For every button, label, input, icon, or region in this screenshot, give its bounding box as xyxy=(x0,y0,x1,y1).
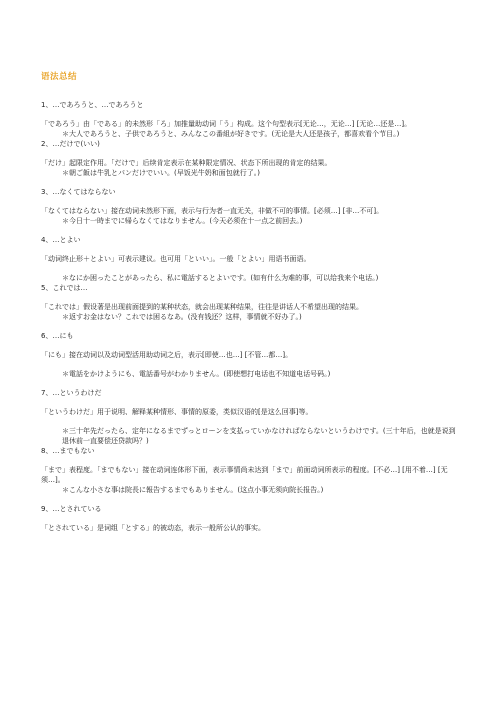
section-example: ＊なにか困ったことがあったら、私に電話するとよいです。(如有什么为难的事，可以给我来个电话。) xyxy=(62,274,379,282)
section-heading: 5、これでは… xyxy=(41,284,88,292)
section-heading: 7、…というわけだ xyxy=(41,389,102,397)
section-example: ＊こんな小さな事は院長に報告するまでもありません。(这点小事无须向院长报告。) xyxy=(62,486,324,494)
section-heading: 2、…だけで(いい) xyxy=(41,140,100,148)
section-heading: 8、…までもない xyxy=(41,447,95,455)
section-heading: 1、…であろうと、…であろうと xyxy=(41,101,144,109)
section-example: ＊今日十一時までに帰らなくてはなりません。(今天必须在十一点之前回去。) xyxy=(62,217,303,225)
section-explanation: 「であろう」由「である」的未然形「ろ」加推量助动词「う」构成。这个句型表示[无论…，无论…] [无论…还是…]。 xyxy=(41,120,412,128)
section-explanation: 「にも」接在动词以及动词型活用助动词之后，表示[即使…也…] [不管…都…]。 xyxy=(41,351,293,359)
section-explanation: 「だけ」起限定作用。「だけで」后续肯定表示在某种限定情况、状态下所出现的肯定的结果。 xyxy=(41,159,332,167)
section-heading: 4、…とよい xyxy=(41,236,81,244)
section-heading: 3、…なくてはならない xyxy=(41,188,116,196)
section-heading: 9、…とされている xyxy=(41,505,102,513)
document-title: 语法总结 xyxy=(41,72,78,82)
section-explanation: 「これでは」假设著是出现前面提到的某种状态，就会出现某种结果，往往是讲话人不希望出现的结果。 xyxy=(41,303,363,311)
document-body xyxy=(41,100,461,533)
section-explanation: 「とされている」是词组「とする」的被动态，表示一般所公认的事实。 xyxy=(41,524,265,532)
section-explanation: 「なくてはならない」接在动词未然形下面，表示与行为者一直无关，非做不可的事情。[必须…] [非…不可]。 xyxy=(41,207,384,215)
section-example: ＊三十年先だったら、定年になるまでずっとローンを支払っていかなければならないというわけです。(三十年后，也就是说到退休前一直要偿还贷款吗？) xyxy=(62,427,456,445)
section-example: ＊朝ご飯は牛乳とパンだけでいい。(早饭光牛奶和面包就行了。) xyxy=(62,169,260,177)
section-example: ＊大人であろうと、子供であろうと、みんなこの番組が好きです。(无论是大人还是孩子，都喜欢看个节目。) xyxy=(62,130,400,138)
section-heading: 6、…にも xyxy=(41,332,74,340)
section-example: ＊返すお金はない？これでは困るなあ。(没有钱还？这样，事情就不好办了。) xyxy=(62,313,302,321)
section-explanation: 「动词终止形＋とよい」可表示建议。也可用「といい」。一般「とよい」用语书面语。 xyxy=(41,255,311,263)
section-explanation: 「というわけだ」用于说明、解释某种情形、事情的原委，类似汉语的[是这么回事]等。 xyxy=(41,408,313,416)
section-example: ＊電話をかけようにも、電話番号がわかりません。(即使想打电话也不知道电话号码。) xyxy=(62,370,331,378)
section-explanation: 「まで」表程度。「までもない」接在动词连体形下面，表示事情尚未达到「まで」前面动词所表示的程度。[不必…] [用不着…] [无须…]。 xyxy=(41,466,448,484)
